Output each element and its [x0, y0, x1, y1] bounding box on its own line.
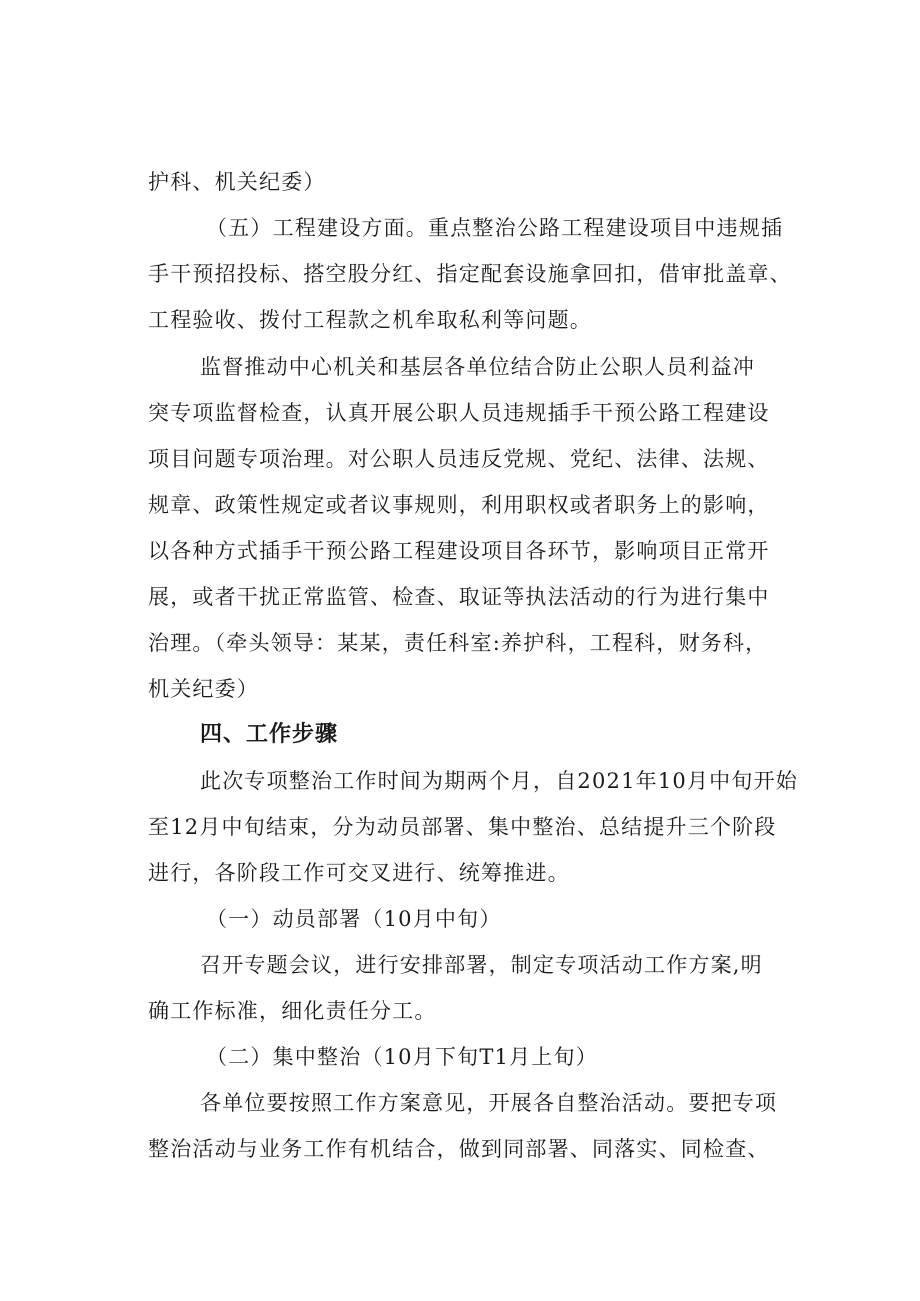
text-line: 监督推动中心机关和基层各单位结合防止公职人员利益冲	[200, 355, 755, 379]
subsection-heading: （二）集中整治（10月下旬T1月上旬）	[206, 1045, 598, 1069]
text-line: 此次专项整治工作时间为期两个月，自2021年10月中旬开始	[200, 769, 798, 793]
text-line: 突专项监督检查，认真开展公职人员违规插手干预公路工程建设	[148, 401, 770, 425]
text-line: 手干预招投标、搭空股分红、指定配套设施拿回扣，借审批盖章、	[148, 262, 792, 286]
text-line: 以各种方式插手干预公路工程建设项目各环节，影响项目正常开	[148, 539, 770, 563]
text-line: （五）工程建设方面。重点整治公路工程建设项目中违规插	[206, 216, 784, 240]
text-line: 规章、政策性规定或者议事规则，利用职权或者职务上的影响，	[148, 493, 770, 517]
text-line: 护科、机关纪委）	[148, 170, 326, 194]
section-heading: 四、工作步骤	[200, 722, 339, 747]
text-line: 整治活动与业务工作有机结合，做到同部署、同落实、同检查、	[148, 1137, 770, 1161]
text-line: 进行，各阶段工作可交叉进行、统筹推进。	[148, 861, 570, 885]
text-line: 治理。（牵头领导：某某，责任科室:养护科，工程科，财务科，	[148, 631, 768, 655]
text-line: 至12月中旬结束，分为动员部署、集中整治、总结提升三个阶段	[148, 815, 777, 839]
text-line: 工程验收、拨付工程款之机牟取私利等问题。	[148, 308, 592, 332]
text-line: 召开专题会议，进行安排部署，制定专项活动工作方案,明	[200, 953, 763, 977]
text-line: 机关纪委）	[148, 677, 259, 701]
subsection-heading: （一）动员部署（10月中旬）	[206, 907, 502, 931]
text-line: 项目问题专项治理。对公职人员违反党规、党纪、法律、法规、	[148, 447, 770, 471]
text-line: 确工作标准，细化责任分工。	[148, 999, 437, 1023]
text-line: 展，或者干扰正常监管、检查、取证等执法活动的行为进行集中	[148, 585, 770, 609]
text-line: 各单位要按照工作方案意见，开展各自整治活动。要把专项	[200, 1091, 778, 1115]
